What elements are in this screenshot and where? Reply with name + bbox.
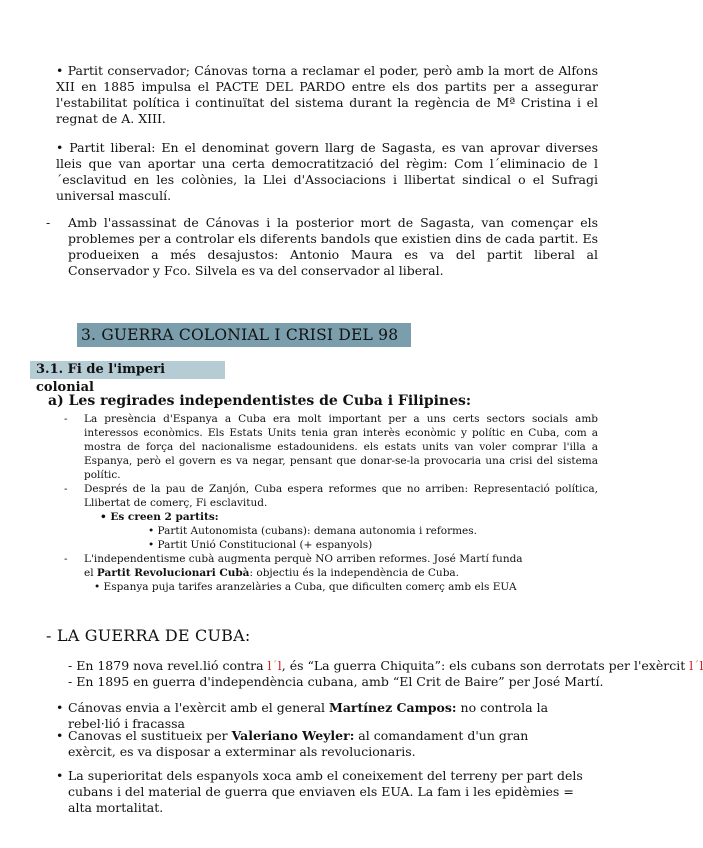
bullet-marker: •	[56, 728, 64, 743]
dash-marker: -	[64, 483, 68, 495]
paragraph-liberal: • Partit liberal: En el denominat govern llarg de Sagasta, es van aprovar diverses lleis que van aportar una certa democratització del règim: Com l´eliminacio de l´esclavitud en les colònies, la Llei d'Associacions i llibertat sindical o el Sufragi universal masculí.	[56, 140, 598, 203]
cuba-line-1879: - En 1879 nova revel.lió contra l´l, és “La guerra Chiquita”: els cubans son derrotats per l'exèrcit l´l	[68, 658, 703, 673]
item-independentisme: L'independentisme cubà augmenta perquè NO arriben reformes. José Martí funda el Partit Revolucionari Cubà: objectiu és la independència de Cuba.	[84, 553, 523, 579]
item-partit-unio: • Partit Unió Constitucional (+ espanyols)	[148, 539, 373, 551]
dash-marker: -	[64, 553, 68, 565]
item-partits-heading: • Es creen 2 partits:	[100, 511, 219, 523]
item-presencia: La presència d'Espanya a Cuba era molt important per a uns certs sectors socials amb interessos econòmics. Els Estats Units tenia gran interès econòmic y polític en Cuba, com a mostra de força del nacionalisme estadounidens. els estats units van voler comprar l'illa a Espanya, però el govern es va negar, pensant que donar-se-la provocaria una crisi del sistema polític.	[84, 413, 598, 481]
paragraph-conservador: • Partit conservador; Cánovas torna a reclamar el poder, però amb la mort de Alfons XII en 1885 impulsa el PACTE DEL PARDO entre els dos partits per a assegurar l'estabilitat política i continuïtat del sistema durant la regència de Mª Cristina i el regnat de A. XIII.	[56, 63, 598, 126]
cuba-bullet-campos: Cánovas envia a l'exèrcit amb el general Martínez Campos: no controla la rebel·lió i fracassa	[68, 700, 549, 731]
dash-marker: -	[46, 215, 51, 230]
cuba-heading: - LA GUERRA DE CUBA:	[46, 626, 251, 645]
item-tarifes: • Espanya puja tarifes aranzelàries a Cuba, que dificulten comerç amb els EUA	[94, 581, 517, 593]
bullet-marker: •	[56, 700, 64, 715]
item-zanjon: Després de la pau de Zanjón, Cuba espera reformes que no arriben: Representació política, Llibertat de comerç, Fi esclavitud.	[84, 483, 598, 509]
cuba-line-1895: - En 1895 en guerra d'independència cubana, amb “El Crit de Baire” per José Martí.	[68, 674, 604, 689]
cuba-bullet-weyler: Canovas el sustitueix per Valeriano Weyler: al comandament d'un gran exèrcit, es va disposar a exterminar als revolucionaris.	[68, 728, 529, 759]
subsection-heading: 3.1. Fi de l'imperi colonial	[30, 361, 225, 379]
item-partit-autonomista: • Partit Autonomista (cubans): demana autonomia i reformes.	[148, 525, 477, 537]
dash-marker: -	[64, 413, 68, 425]
cuba-bullet-superioritat: La superioritat dels espanyols xoca amb el coneixement del terreny per part dels cubans i del material de guerra que enviaven els EUA. La fam i les epidèmies = alta mortalitat.	[68, 768, 583, 815]
section-heading: 3. GUERRA COLONIAL I CRISI DEL 98	[77, 323, 411, 347]
point-a-heading: a) Les regirades independentistes de Cuba i Filipines:	[48, 393, 472, 409]
paragraph-assassinat: Amb l'assassinat de Cánovas i la posterior mort de Sagasta, van començar els problemes per a controlar els diferents bandols que existien dins de cada partit. Es produeixen a més desajustos: Antonio Maura es va del partit liberal al Conservador y Fco. Silvela es va del conservador al liberal.	[68, 215, 598, 278]
bullet-marker: •	[56, 768, 64, 783]
